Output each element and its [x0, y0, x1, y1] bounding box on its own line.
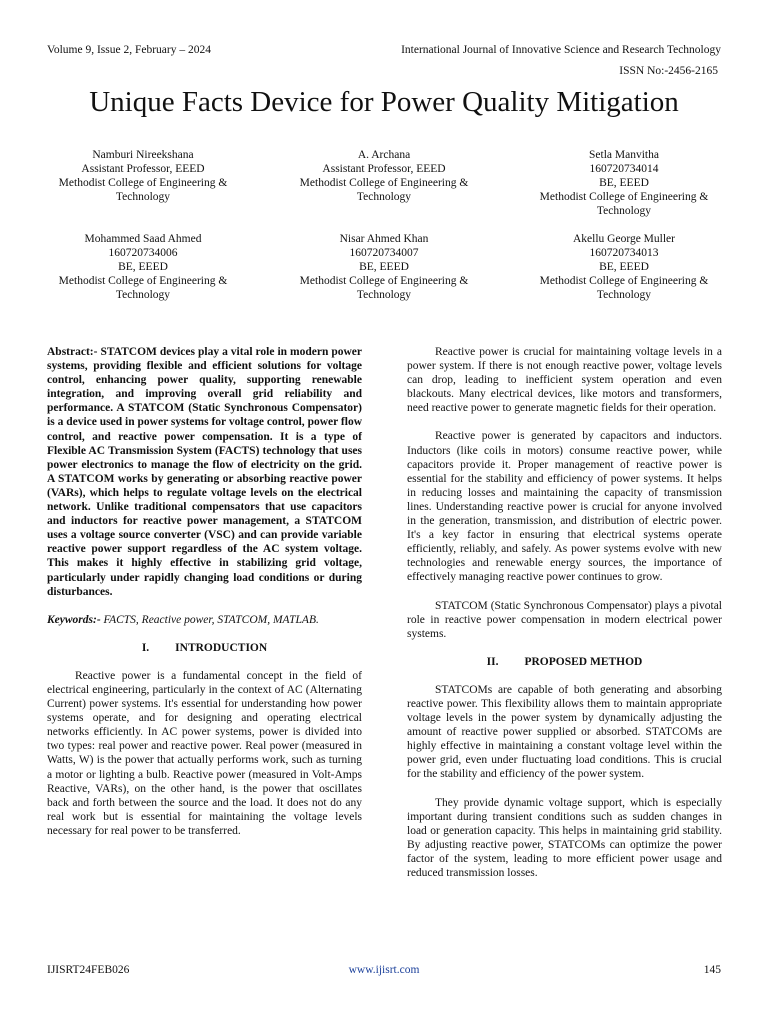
author-affiliation-line: 160720734013 — [589, 247, 659, 259]
author-name: Akellu George Muller — [573, 233, 675, 245]
paper-title: Unique Facts Device for Power Quality Mitigation — [89, 86, 679, 118]
author-name: Setla Manvitha — [589, 149, 659, 161]
author-affiliation-line: Technology — [356, 289, 412, 301]
body-paragraph: They provide dynamic voltage support, which is especially important during transient conditions such as sudden changes in load or generation capacity. This helps in maintaining grid stability. By adjusting reactive power, STATCOMs can optimize the power factor of the system, leading to more efficient power usage and reduced transmission losses. — [407, 796, 722, 879]
author-affiliation-line: BE, EEED — [599, 177, 649, 189]
author-affiliation-line: Methodist College of Engineering & — [539, 275, 709, 287]
page-number: 145 — [703, 964, 721, 976]
author-block — [33, 232, 253, 302]
author-affiliation-line: Technology — [596, 289, 652, 301]
author-affiliation-line: Assistant Professor, EEED — [322, 163, 446, 175]
author-affiliation-line: 160720734007 — [349, 247, 419, 259]
body-paragraph: STATCOM (Static Synchronous Compensator) plays a pivotal role in reactive power compensation in modern electrical power systems. — [407, 599, 722, 640]
author-block — [274, 232, 494, 302]
author-affiliation-line: Technology — [596, 205, 652, 217]
right-column — [407, 345, 722, 880]
section-number: II. — [486, 655, 499, 668]
author-affiliation-line: Methodist College of Engineering & — [58, 275, 228, 287]
section-number: I. — [141, 641, 150, 654]
author-name: Namburi Nireekshana — [92, 149, 194, 161]
author-block — [514, 232, 734, 302]
author-affiliation-line: Methodist College of Engineering & — [299, 177, 469, 189]
author-block — [274, 148, 494, 204]
abstract: Abstract:- STATCOM devices play a vital role in modern power systems, providing flexible and efficient solutions for voltage control, enhancing power quality, supporting renewable integration, and improving overall grid reliability and performance. A STATCOM (Static Synchronous Compensator) is a device used in power systems for voltage control, power flow control, and reactive power compensation. It is a type of Flexible AC Transmission System (FACTS) technology that uses power electronics to manage the flow of electricity on the grid. A STATCOM works by generating or absorbing reactive power (VARs), which helps to regulate voltage levels on the electrical network. Unlike traditional compensators that use capacitors and inductors for reactive power management, a STATCOM uses a voltage source converter (VSC) and can provide variable reactive power support regardless of the AC system voltage. This makes it highly effective in stabilizing grid voltage, particularly under rapidly changing load conditions or during disturbances. — [47, 346, 362, 598]
author-affiliation-line: Methodist College of Engineering & — [539, 191, 709, 203]
keywords — [47, 613, 362, 627]
body-paragraph: STATCOMs are capable of both generating and absorbing reactive power. This flexibility allows them to maintain appropriate voltage levels in the power system by dynamically adjusting the amount of reactive power supplied or absorbed. STATCOMs are highly effective in maintaining a constant voltage level within the power grid, even under fluctuating load conditions. This is crucial for the stability and efficiency of the power system. — [407, 683, 722, 781]
author-block — [33, 148, 253, 204]
author-affiliation-line: BE, EEED — [359, 261, 409, 273]
author-name: Mohammed Saad Ahmed — [84, 233, 202, 245]
keywords-text: FACTS, Reactive power, STATCOM, MATLAB. — [100, 613, 319, 626]
body-paragraph: Reactive power is a fundamental concept in the field of electrical engineering, particularly in the context of AC (Alternating Current) power systems. It's essential for understanding how power systems operate, and for designing and operating electrical networks efficiently. In AC power systems, power is divided into two types: real power and reactive power. Real power (measured in Watts, W) is the power that actually performs work, such as turning a motor or lighting a bulb. Reactive power (measured in Volt-Amps Reactive, VARs), on the other hand, is the power that oscillates back and forth between the source and the load. It does not do any real work but is essential for maintaining the voltage levels necessary for real power to be transferred. — [47, 669, 362, 837]
journal-url-link[interactable]: www.ijisrt.com — [348, 964, 420, 976]
author-name: A. Archana — [357, 149, 411, 161]
body-paragraph: Reactive power is crucial for maintaining voltage levels in a power system. If there is not enough reactive power, voltage levels can drop, leading to inefficient system operation and even blackouts. Many electrical devices, like motors and transformers, need reactive power to generate magnetic fields for their operation. — [407, 346, 722, 415]
section-title: PROPOSED METHOD — [524, 655, 643, 668]
left-column — [47, 345, 362, 838]
section-heading-introduction — [47, 641, 362, 655]
author-affiliation-line: BE, EEED — [599, 261, 649, 273]
author-affiliation-line: Methodist College of Engineering & — [299, 275, 469, 287]
author-name: Nisar Ahmed Khan — [339, 233, 429, 245]
issn: ISSN No:-2456-2165 — [619, 65, 718, 77]
author-affiliation-line: Technology — [115, 289, 171, 301]
author-block — [514, 148, 734, 218]
keywords-label: Keywords:- — [47, 613, 101, 626]
author-affiliation-line: Technology — [115, 191, 171, 203]
volume-info: Volume 9, Issue 2, February – 2024 — [47, 44, 211, 56]
journal-name: International Journal of Innovative Science and Research Technology — [401, 44, 721, 56]
section-heading-proposed-method — [407, 655, 722, 669]
author-affiliation-line: Technology — [356, 191, 412, 203]
section-title: INTRODUCTION — [175, 641, 268, 654]
body-paragraph: Reactive power is generated by capacitors and inductors. Inductors (like coils in motors) consume reactive power, while capacitors provide it. Proper management of reactive power is essential for the stability and efficiency of power systems. It helps in reducing losses and maintaining the capacity of transmission lines. Understanding reactive power is crucial for anyone involved in the generation, transmission, and distribution of electric power. It's a key factor in ensuring that electrical systems operate efficiently, reliably, and safely. As power systems evolve with new technologies and renewable energy sources, the importance of effectively managing reactive power continues to grow. — [407, 430, 722, 584]
author-affiliation-line: BE, EEED — [118, 261, 168, 273]
paper-id: IJISRT24FEB026 — [47, 964, 130, 976]
author-affiliation-line: Methodist College of Engineering & — [58, 177, 228, 189]
author-affiliation-line: 160720734014 — [589, 163, 659, 175]
author-affiliation-line: Assistant Professor, EEED — [81, 163, 205, 175]
author-affiliation-line: 160720734006 — [108, 247, 178, 259]
